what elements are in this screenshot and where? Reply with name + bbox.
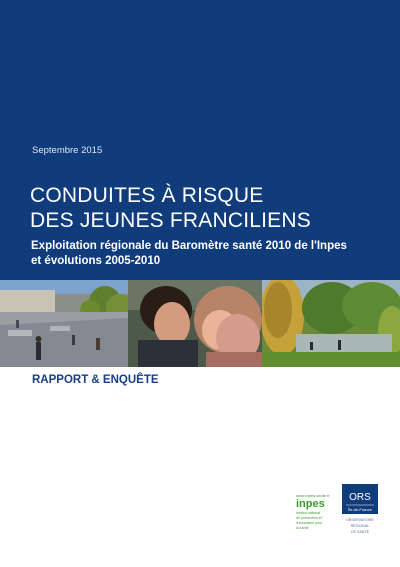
ors-logo [342,484,378,540]
ors-region: Île-de-France [348,507,372,512]
photo-couple [128,280,262,367]
inpes-name: inpes [296,498,325,510]
subtitle-line-1: Exploitation régionale du Baromètre santé 2010 de l'Inpes [31,240,347,252]
report-category: RAPPORT & ENQUÊTE [32,374,159,386]
inpes-logo [290,490,338,534]
publication-date: Septembre 2015 [32,145,103,156]
inpes-tagline-3: d'éducation pour [296,521,323,525]
cover-header [0,0,400,280]
photo-strip [0,280,400,367]
title-line-2: DES JEUNES FRANCILIENS [30,209,311,232]
ors-name: ORS [349,492,371,503]
ors-line-3: DE SANTÉ [351,530,369,534]
inpes-tagline-4: la santé [296,526,309,530]
report-subtitle [31,239,347,269]
photo-plaza [0,280,128,367]
inpes-url: www.inpes.sante.fr [296,493,330,498]
subtitle-line-2: et évolutions 2005-2010 [31,255,161,267]
photo-park [262,280,400,367]
report-title [30,183,311,233]
ors-line-1: OBSERVATOIRE [346,518,374,522]
inpes-tagline-2: de prévention et [296,516,322,520]
inpes-tagline-1: Institut national [296,511,321,515]
ors-line-2: RÉGIONAL [350,524,370,528]
title-line-1: CONDUITES À RISQUE [30,184,264,207]
